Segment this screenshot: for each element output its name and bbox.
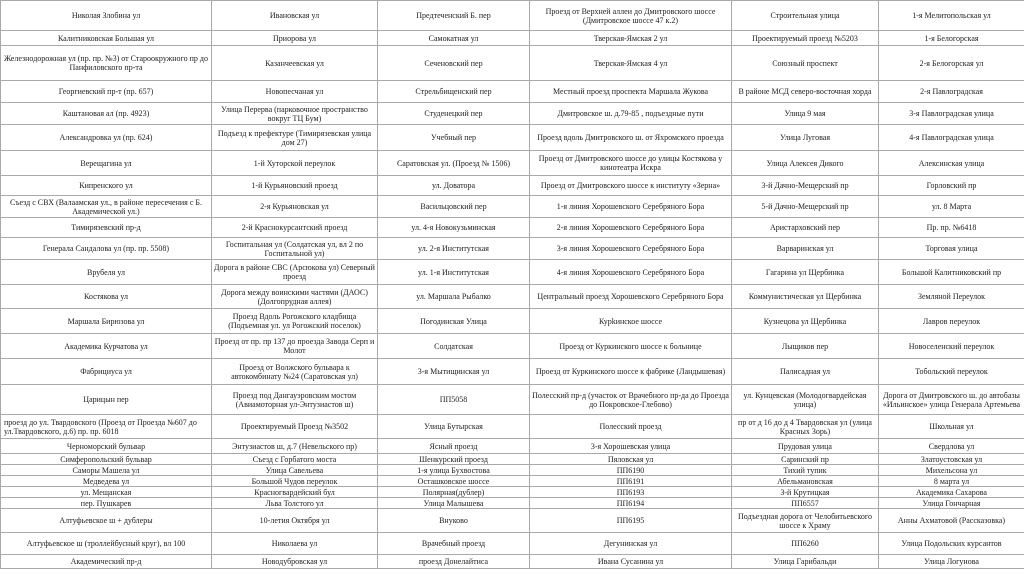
table-cell: Проезд от Верхней аллеи до Дмитровского шоссе (Дмитровское шоссе 47 к.2): [530, 1, 732, 31]
table-cell: 4-я Павлоградская улица: [879, 125, 1024, 151]
table-cell: Саморы Машела ул: [1, 465, 212, 476]
table-cell: Новопесчаная ул: [212, 81, 378, 103]
table-row: [1, 1, 1024, 31]
table-cell: Стрельбищенский пер: [378, 81, 530, 103]
table-cell: 2-я Павлоградская: [879, 81, 1024, 103]
table-cell: Дегунинская ул: [530, 533, 732, 555]
table-cell: Лавров переулок: [879, 309, 1024, 334]
table-cell: Аристарховский пер: [732, 218, 879, 238]
table-cell: Проезд от Дмитровского шоссе к институту «Зерна»: [530, 176, 732, 196]
table-cell: Костякова ул: [1, 285, 212, 309]
table-cell: пр от д 16 до д 4 Твардовская ул (улица Красных Зорь): [732, 415, 879, 439]
table-cell: ПП6557: [732, 498, 879, 509]
table-cell: Коммунистическая ул Щербинка: [732, 285, 879, 309]
table-cell: Подъездная дорога от Челобитьевского шоссе к Храму: [732, 509, 879, 533]
table-cell: Пр. пр. №6418: [879, 218, 1024, 238]
table-row: [1, 334, 1024, 359]
table-cell: Улица Гарибальди: [732, 555, 879, 569]
table-cell: ПП6260: [732, 533, 879, 555]
table-cell: Союзный проспект: [732, 46, 879, 81]
table-cell: Черноморский бульвар: [1, 439, 212, 454]
table-cell: Улица Подольских курсантов: [879, 533, 1024, 555]
table-row: [1, 359, 1024, 385]
table-cell: Симферопольский бульвар: [1, 454, 212, 465]
table-cell: ул. Маршала Рыбалко: [378, 285, 530, 309]
table-cell: Ивана Сусанина ул: [530, 555, 732, 569]
table-cell: 1-я улица Бухвостова: [378, 465, 530, 476]
table-cell: Солдатская: [378, 334, 530, 359]
table-row: [1, 509, 1024, 533]
table-cell: Проезд от Дмитровского шоссе до улицы Костякова у кинотеатра Искра: [530, 151, 732, 176]
table-row: [1, 103, 1024, 125]
table-row: [1, 260, 1024, 285]
table-cell: Николаева ул: [212, 533, 378, 555]
table-cell: Палисадная ул: [732, 359, 879, 385]
streets-table-body: [1, 1, 1024, 569]
table-cell: Госпитальная ул (Солдатская ул, вл 2 по Госпитальной ул): [212, 238, 378, 260]
table-cell: Подъезд к префектуре (Тимирязевская улица дом 27): [212, 125, 378, 151]
table-cell: 3-я линия Хорошевского Серебряного Бора: [530, 238, 732, 260]
table-cell: Съезд с Горбатого моста: [212, 454, 378, 465]
table-cell: Студенецкий пер: [378, 103, 530, 125]
table-cell: Приорова ул: [212, 31, 378, 46]
table-row: [1, 439, 1024, 454]
table-cell: Тверская-Ямская 2 ул: [530, 31, 732, 46]
table-cell: 3-й Дачно-Мещерский пр: [732, 176, 879, 196]
table-cell: Новоселенский переулок: [879, 334, 1024, 359]
table-cell: проезд до ул. Твардовского (Проезд от Проезда №607 до ул.Твардовского, д.6) пр. пр. 6018: [1, 415, 212, 439]
table-cell: Каштановая ал (пр. 4923): [1, 103, 212, 125]
table-cell: Тобольский переулок: [879, 359, 1024, 385]
table-cell: Врачебный проезд: [378, 533, 530, 555]
table-cell: Большой Чудов переулок: [212, 476, 378, 487]
table-cell: 1-я Белогорская: [879, 31, 1024, 46]
table-row: [1, 476, 1024, 487]
table-cell: Михельсона ул: [879, 465, 1024, 476]
table-cell: Съезд с СВХ (Валаамская ул., в районе пересечения с Б. Академической ул.): [1, 196, 212, 218]
table-cell: Проезд Вдоль Рогожского кладбища (Подъемная ул. ул Рогожский поселок): [212, 309, 378, 334]
table-row: [1, 125, 1024, 151]
table-cell: Улица Логунова: [879, 555, 1024, 569]
table-cell: ул. 4-я Новокузьминская: [378, 218, 530, 238]
table-cell: Анны Ахматовой (Рассказовка): [879, 509, 1024, 533]
table-cell: ПП6191: [530, 476, 732, 487]
table-cell: ПП6190: [530, 465, 732, 476]
table-cell: ул. 8 Марта: [879, 196, 1024, 218]
table-cell: ул. Кунцевская (Молодогвардейская улица): [732, 385, 879, 415]
table-cell: Кипренского ул: [1, 176, 212, 196]
table-cell: Калитниковская Большая ул: [1, 31, 212, 46]
table-cell: Свердлова ул: [879, 439, 1024, 454]
table-cell: 1-й Хуторской переулок: [212, 151, 378, 176]
table-cell: Прудовая улица: [732, 439, 879, 454]
table-cell: Дорога от Дмитровского ш. до автобазы «Ильинское» улица Генерала Артемьева: [879, 385, 1024, 415]
table-row: [1, 465, 1024, 476]
table-row: [1, 238, 1024, 260]
table-cell: 3-я Мытищинская ул: [378, 359, 530, 385]
table-cell: 3-я Хорошевская улица: [530, 439, 732, 454]
table-cell: ул. 2-я Институтская: [378, 238, 530, 260]
table-row: [1, 555, 1024, 569]
table-cell: Льва Толстого ул: [212, 498, 378, 509]
table-cell: Осташковское шоссе: [378, 476, 530, 487]
table-cell: Алексинская улица: [879, 151, 1024, 176]
table-cell: Алтуфьевское ш + дублеры: [1, 509, 212, 533]
table-cell: 8 марта ул: [879, 476, 1024, 487]
table-cell: ПП5058: [378, 385, 530, 415]
table-row: [1, 31, 1024, 46]
table-cell: Полесский проезд: [530, 415, 732, 439]
table-row: [1, 487, 1024, 498]
table-cell: 2-я линия Хорошевского Серебряного Бора: [530, 218, 732, 238]
table-cell: Дмитровское ш. д.79-85 , подъездные пути: [530, 103, 732, 125]
table-cell: 4-я линия Хорошевского Серебряного Бора: [530, 260, 732, 285]
table-cell: Пяловская ул: [530, 454, 732, 465]
table-cell: ПП6193: [530, 487, 732, 498]
table-cell: Курkинское шоссе: [530, 309, 732, 334]
table-cell: Академика Сахарова: [879, 487, 1024, 498]
table-cell: Самокатная ул: [378, 31, 530, 46]
table-cell: Проезд от Куркинского шоссе к больнице: [530, 334, 732, 359]
table-cell: ул. Доватора: [378, 176, 530, 196]
table-cell: Погодинская Улица: [378, 309, 530, 334]
table-row: [1, 454, 1024, 465]
table-cell: Академический пр-д: [1, 555, 212, 569]
table-cell: Генерала Сандалова ул (пр. пр. 5508): [1, 238, 212, 260]
table-cell: Улица Луговая: [732, 125, 879, 151]
table-cell: Проезд вдоль Дмитровского ш. от Яхромского проезда: [530, 125, 732, 151]
table-cell: ул. 1-я Институтская: [378, 260, 530, 285]
table-cell: Медведева ул: [1, 476, 212, 487]
table-cell: Строительная улица: [732, 1, 879, 31]
table-cell: Проезд от Куркинского шоссе к фабрике (Ландышевая): [530, 359, 732, 385]
table-cell: Внуково: [378, 509, 530, 533]
table-cell: Тимирязевский пр-д: [1, 218, 212, 238]
table-row: [1, 309, 1024, 334]
table-cell: Абельмановская: [732, 476, 879, 487]
table-cell: Тихий тупик: [732, 465, 879, 476]
table-cell: Лыщиков пер: [732, 334, 879, 359]
table-cell: Маршала Бирюзова ул: [1, 309, 212, 334]
table-cell: 1-й Курьяновский проезд: [212, 176, 378, 196]
table-cell: Шенкурский проезд: [378, 454, 530, 465]
table-cell: проезд Донелайтиса: [378, 555, 530, 569]
table-row: [1, 285, 1024, 309]
table-cell: Полесский пр-д (участок от Врачебного пр-да до Проезда до Покровское-Глебово): [530, 385, 732, 415]
table-row: [1, 176, 1024, 196]
table-cell: Златоустовская ул: [879, 454, 1024, 465]
table-cell: Улица Бутырская: [378, 415, 530, 439]
table-cell: В районе МСД северо-восточная хорда: [732, 81, 879, 103]
table-cell: Проектируемый Проезд №3502: [212, 415, 378, 439]
table-cell: Учебный пер: [378, 125, 530, 151]
table-cell: Георгиевский пр-т (пр. 657): [1, 81, 212, 103]
table-cell: Улица 9 мая: [732, 103, 879, 125]
table-cell: Дорога между воинскими частями (ДАОС) (Долгопрудная аллея): [212, 285, 378, 309]
table-cell: Полярная(дублер): [378, 487, 530, 498]
table-cell: Центральный проезд Хорошевского Серебряного Бора: [530, 285, 732, 309]
table-cell: 3-й Крутицкая: [732, 487, 879, 498]
table-cell: Саратовская ул. (Проезд № 1506): [378, 151, 530, 176]
table-cell: Тверская-Ямская 4 ул: [530, 46, 732, 81]
table-cell: ул. Мещанская: [1, 487, 212, 498]
table-cell: Энтузиастов ш, д.7 (Невельского пр): [212, 439, 378, 454]
table-cell: Земляной Переулок: [879, 285, 1024, 309]
table-row: [1, 498, 1024, 509]
table-cell: Торговая улица: [879, 238, 1024, 260]
table-cell: ПП6194: [530, 498, 732, 509]
table-row: [1, 81, 1024, 103]
table-cell: пер. Пушкарев: [1, 498, 212, 509]
table-cell: 2-я Курьяновская ул: [212, 196, 378, 218]
table-cell: Проектируемый проезд №5203: [732, 31, 879, 46]
table-row: [1, 46, 1024, 81]
table-cell: Большой Калитниковский пр: [879, 260, 1024, 285]
table-cell: 1-я Мелитопольская ул: [879, 1, 1024, 31]
table-row: [1, 533, 1024, 555]
table-cell: Гагарина ул Щербинка: [732, 260, 879, 285]
table-cell: Александровка ул (пр. 624): [1, 125, 212, 151]
table-cell: Царицын пер: [1, 385, 212, 415]
table-row: [1, 415, 1024, 439]
table-cell: Улица Малышева: [378, 498, 530, 509]
table-cell: Дорога в районе СВС (Арсюкова ул) Северный проезд: [212, 260, 378, 285]
table-cell: Красногвардейский бул: [212, 487, 378, 498]
table-cell: Ивановская ул: [212, 1, 378, 31]
table-cell: Железнодорожная ул (пр. пр. №3) от Староокружного пр до Панфиловского пр-та: [1, 46, 212, 81]
table-cell: 3-я Павлоградская улица: [879, 103, 1024, 125]
table-cell: Проезд от Волжского бульвара к автокомбинату №24 (Саратовская ул): [212, 359, 378, 385]
table-cell: Васильцовский пер: [378, 196, 530, 218]
table-cell: Кузнецова ул Щербинка: [732, 309, 879, 334]
table-cell: 2-я Белогорская ул: [879, 46, 1024, 81]
table-cell: ПП6195: [530, 509, 732, 533]
table-cell: Местный проезд проспекта Маршала Жукова: [530, 81, 732, 103]
table-cell: 10-летия Октября ул: [212, 509, 378, 533]
table-cell: Сеченовский пер: [378, 46, 530, 81]
table-cell: 1-я линия Хорошевского Серебряного Бора: [530, 196, 732, 218]
table-cell: Школьная ул: [879, 415, 1024, 439]
table-cell: Улица Перерва (парковочное пространство вокруг ТЦ Бум): [212, 103, 378, 125]
table-cell: Николая Злобина ул: [1, 1, 212, 31]
table-cell: Верещагина ул: [1, 151, 212, 176]
table-cell: 5-й Дачно-Мещерский пр: [732, 196, 879, 218]
table-cell: Врубеля ул: [1, 260, 212, 285]
table-cell: Фабрициуса ул: [1, 359, 212, 385]
table-cell: Казанчеевская ул: [212, 46, 378, 81]
table-row: [1, 196, 1024, 218]
table-cell: Новодубровская ул: [212, 555, 378, 569]
table-cell: Академика Курчатова ул: [1, 334, 212, 359]
table-cell: Саринский пр: [732, 454, 879, 465]
table-cell: Улица Алексея Дикого: [732, 151, 879, 176]
table-row: [1, 151, 1024, 176]
table-cell: 2-й Краснокурсантский проезд: [212, 218, 378, 238]
table-cell: Предтеченский Б. пер: [378, 1, 530, 31]
table-cell: Улица Савельева: [212, 465, 378, 476]
table-cell: Варваринская ул: [732, 238, 879, 260]
table-row: [1, 385, 1024, 415]
table-cell: Алтуфьевское ш (троллейбусный круг), вл 100: [1, 533, 212, 555]
table-cell: Проезд от пр. пр 137 до проезда Завода Серп и Молот: [212, 334, 378, 359]
table-cell: Проезд под Дангауэровским мостом (Авиамоторная ул-Энтузиастов ш): [212, 385, 378, 415]
table-row: [1, 218, 1024, 238]
table-cell: Горловский пр: [879, 176, 1024, 196]
table-cell: Ясный проезд: [378, 439, 530, 454]
table-cell: Улица Гончарная: [879, 498, 1024, 509]
